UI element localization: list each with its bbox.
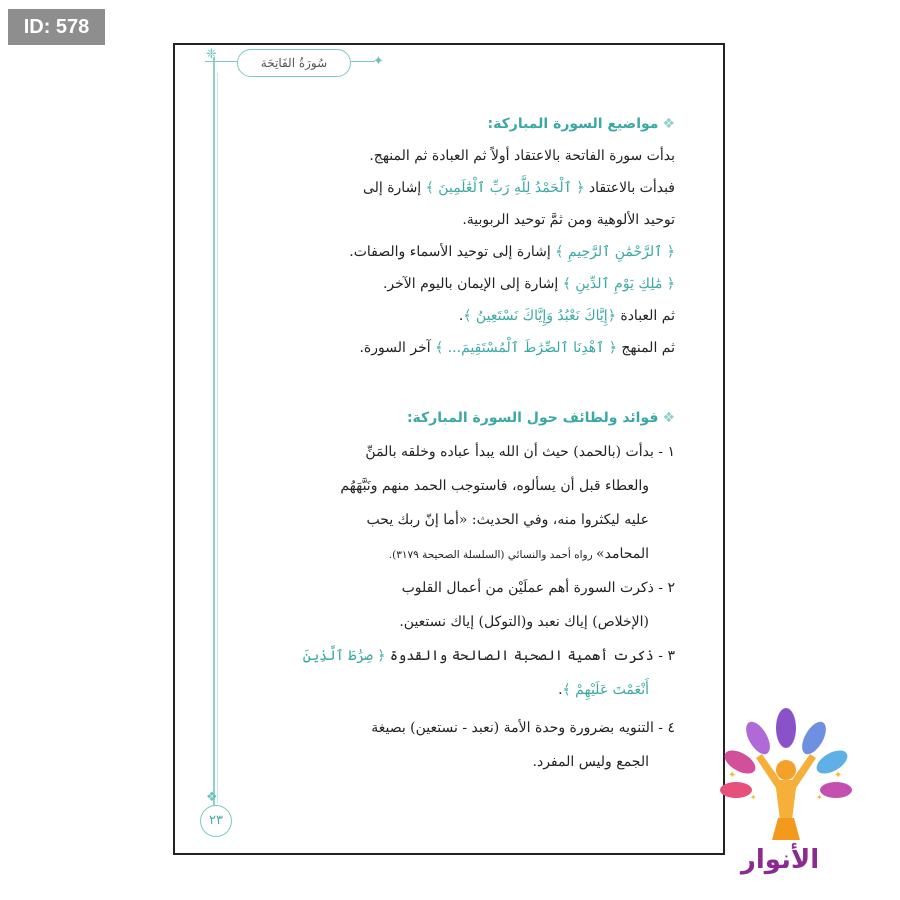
header-rule — [205, 61, 239, 62]
flower-icon: ❖ — [662, 116, 675, 132]
text-line: توحيد الألوهية ومن ثمَّ توحيد الربوبية. — [462, 212, 675, 228]
quran-verse: ﴿إِيَّاكَ نَعْبُدُ وَإِيَّاكَ نَسْتَعِينُ ﴾ — [463, 308, 616, 324]
text-span: . — [458, 308, 464, 324]
text-span: ٣ - ذكرت أهمية الصحبة الصالحة والقدوة — [385, 648, 675, 664]
text-span: ثم العبادة — [615, 308, 675, 324]
section-heading — [488, 109, 675, 139]
quran-verse: أَنْعَمْتَ عَلَيْهِمْ ﴾ — [562, 682, 649, 698]
svg-text:✦: ✦ — [834, 770, 843, 781]
frame-border — [213, 57, 215, 812]
header-rule — [351, 61, 375, 62]
frame-border-inner — [217, 73, 218, 803]
flower-icon: ❖ — [662, 410, 675, 426]
list-item-line: ٢ - ذكرت السورة أهم عملَيْن من أعمال القلوب — [401, 580, 675, 596]
svg-text:✦: ✦ — [728, 770, 737, 781]
text-span: فبدأت بالاعتقاد — [584, 180, 675, 196]
quran-verse: ﴿ صِرَٰطَ ٱلَّذِينَ — [302, 648, 386, 664]
text-line — [459, 301, 675, 331]
bottom-ornament-icon: ❖ — [206, 790, 218, 805]
section-heading — [407, 403, 675, 433]
list-item-line: الجمع وليس المفرد. — [532, 754, 649, 770]
list-item-line: عليه ليكثروا منه، وفي الحديث: «أما إنّ ربك يحب — [366, 512, 649, 528]
list-item-line: (الإخلاص) إياك نعبد و(التوكل) إياك نستعين. — [399, 614, 649, 630]
quran-verse: ﴿ مَٰلِكِ يَوْمِ ٱلدِّينِ ﴾ — [562, 276, 675, 292]
quran-verse: ﴿ ٱلْحَمْدُ لِلَّهِ رَبِّ ٱلْعَٰلَمِينَ ﴾ — [425, 180, 585, 196]
list-item-line: والعطاء قبل أن يسألوه، فاستوجب الحمد منهم ونَبَّهَهُم — [340, 478, 649, 494]
list-item-line — [303, 641, 675, 671]
text-line — [359, 333, 675, 363]
quran-verse: ﴿ ٱلرَّحْمَٰنِ ٱلرَّحِيمِ ﴾ — [555, 244, 675, 260]
list-item-line: ٤ - التنويه بضرورة وحدة الأمة (نعبد - نستعين) بصيغة — [371, 720, 675, 736]
svg-text:✦: ✦ — [750, 793, 757, 802]
book-page — [173, 43, 725, 855]
logo-figure-icon — [756, 754, 816, 840]
text-line — [363, 173, 675, 203]
logo-text: الأنوار — [740, 845, 820, 875]
text-span: المحامد» — [596, 546, 649, 562]
quran-verse: ﴿ ٱهْدِنَا ٱلصِّرَٰطَ ٱلْمُسْتَقِيمَ... ﴾ — [435, 340, 617, 356]
header-ornament-icon: ✦ — [373, 54, 384, 69]
text-span: إشارة إلى — [362, 180, 426, 196]
text-span: آخر السورة. — [359, 340, 436, 356]
section-heading-text: مواضيع السورة المباركة: — [487, 116, 659, 132]
text-span: ثم المنهج — [616, 340, 675, 356]
page-number: ٢٣ — [200, 805, 232, 837]
text-line — [349, 237, 675, 267]
svg-text:✦: ✦ — [816, 793, 823, 802]
section-heading-text: فوائد ولطائف حول السورة المباركة: — [406, 410, 659, 426]
text-line — [383, 269, 675, 299]
list-item-line — [558, 675, 649, 705]
id-badge: ID: 578 — [8, 9, 105, 45]
text-span: . — [558, 682, 563, 698]
text-span: إشارة إلى الإيمان باليوم الآخر. — [382, 276, 563, 292]
list-item-line — [389, 539, 649, 569]
corner-ornament-icon: ❈ — [206, 47, 217, 62]
citation: رواه أحمد والنسائي (السلسلة الصحيحة ٣١٧٩). — [388, 549, 597, 561]
surah-title-banner: سُورَةُ الفَاتِحَة — [237, 49, 351, 77]
text-span: إشارة إلى توحيد الأسماء والصفات. — [349, 244, 556, 260]
text-line: بدأت سورة الفاتحة بالاعتقاد أولاً ثم العبادة ثم المنهج. — [369, 148, 675, 164]
list-item-line: ١ - بدأت (بالحمد) حيث أن الله يبدأ عباده وخلقه بالمَنِّ — [365, 444, 675, 460]
